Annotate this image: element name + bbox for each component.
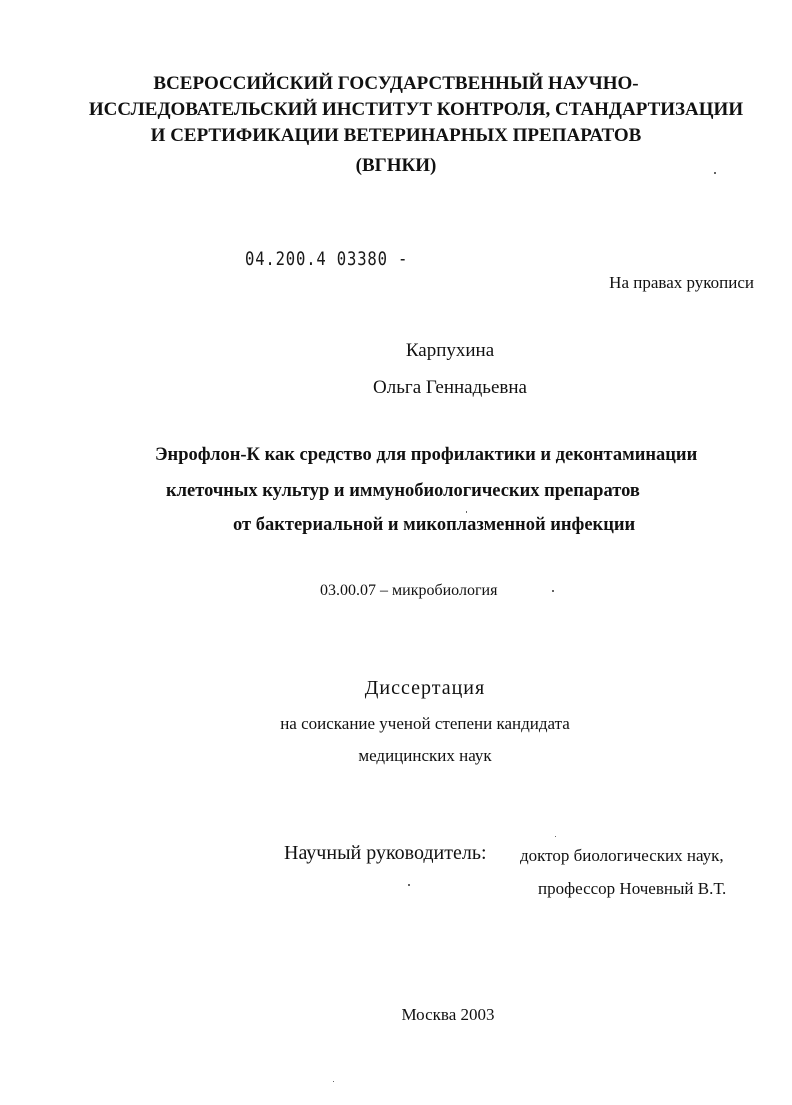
- degree-line-1: на соискание ученой степени кандидата: [280, 714, 570, 733]
- scan-speck: [714, 172, 716, 174]
- dissertation-title-line-2: клеточных культур и иммунобиологических препаратов: [166, 481, 640, 501]
- supervisor-label: Научный руководитель:: [284, 842, 487, 864]
- scan-speck: [408, 884, 410, 886]
- dissertation-title-line-1: Энрофлон-К как средство для профилактики и деконтаминации: [155, 445, 698, 465]
- specialty-code: 03.00.07 – микробиология: [320, 582, 498, 599]
- document-type: Диссертация: [364, 677, 486, 699]
- institute-abbreviation: (ВГНКИ): [355, 155, 437, 176]
- city-year: Москва 2003: [401, 1005, 495, 1024]
- author-given-names: Ольга Геннадьевна: [373, 377, 527, 398]
- dissertation-title-line-3: от бактериальной и микоплазменной инфекции: [233, 515, 636, 535]
- scan-speck: [555, 836, 556, 837]
- degree-line-2: медицинских наук: [358, 746, 492, 765]
- scan-speck: [552, 590, 554, 592]
- institute-line-2: ИССЛЕДОВАТЕЛЬСКИЙ ИНСТИТУТ КОНТРОЛЯ, СТАНДАРТИЗАЦИИ: [88, 99, 744, 120]
- scan-speck: [333, 1081, 334, 1082]
- author-surname: Карпухина: [405, 340, 495, 361]
- manuscript-rights: На правах рукописи: [609, 273, 754, 292]
- institute-line-3: И СЕРТИФИКАЦИИ ВЕТЕРИНАРНЫХ ПРЕПАРАТОВ: [150, 125, 642, 146]
- scan-speck: [466, 511, 467, 513]
- supervisor-degree: доктор биологических наук,: [520, 846, 724, 865]
- supervisor-name: профессор Ночевный В.Т.: [538, 879, 727, 898]
- institute-line-1: ВСЕРОССИЙСКИЙ ГОСУДАРСТВЕННЫЙ НАУЧНО-: [153, 73, 639, 94]
- registration-number-stamp: 04.200.4 03380 -: [245, 248, 409, 270]
